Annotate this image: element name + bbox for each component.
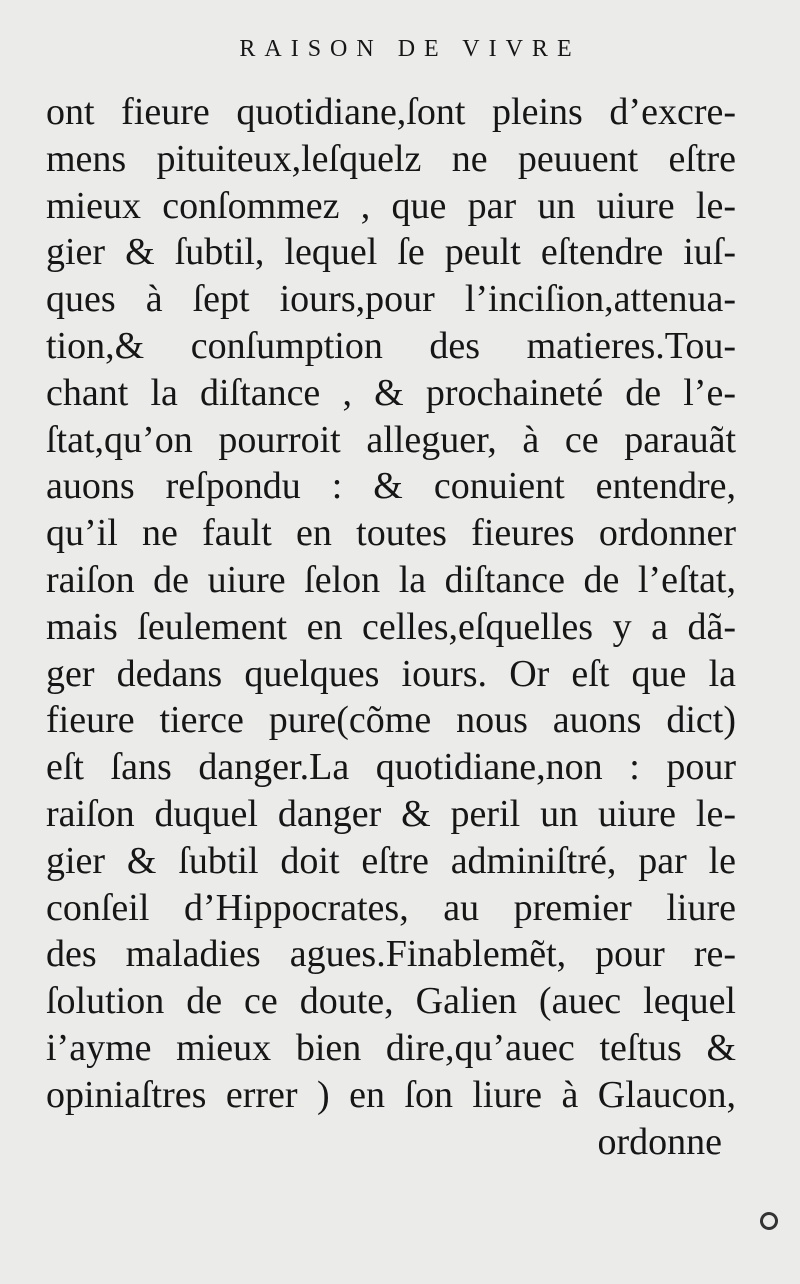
- text-line: auons reſpondu : & conuient entendre,: [46, 465, 736, 508]
- catchword: ordonne: [597, 1120, 722, 1163]
- text-line: mens pituiteux,leſquelz ne peuuent eſtre: [46, 137, 736, 180]
- text-line: ger dedans quelques iours. Or eſt que la: [46, 652, 736, 695]
- text-line: eſt ſans danger.La quotidiane,non : pour: [46, 746, 736, 789]
- text-line: fieure tierce pure(cõme nous auons dict): [46, 699, 736, 742]
- text-line: opiniaſtres errer ) en ſon liure à Glaucon,: [46, 1073, 736, 1116]
- text-line: gier & ſubtil doit eſtre adminiſtré, par le: [46, 839, 736, 882]
- catchword-line: [46, 1119, 736, 1166]
- text-line: ont fieure quotidiane,ſont pleins d’excre-: [46, 91, 736, 133]
- text-line: des maladies agues.Finablemẽt, pour re-: [46, 933, 736, 976]
- text-line: raiſon duquel danger & peril un uiure le-: [46, 792, 736, 835]
- page-edge-mark: [757, 1209, 780, 1232]
- text-line: ques à ſept iours,pour l’inciſion,attenua-: [46, 278, 736, 321]
- text-line: mieux conſommez , que par un uiure le-: [46, 184, 736, 227]
- text-line: conſeil d’Hippocrates, au premier liure: [46, 886, 736, 929]
- text-line: gier & ſubtil, lequel ſe peult eſtendre iuſ-: [46, 231, 736, 274]
- text-line: tion,& conſumption des matieres.Tou-: [46, 324, 736, 367]
- running-header: RAISON DE VIVRE: [239, 36, 581, 62]
- text-line: ſtat,qu’on pourroit alleguer, à ce parauãt: [46, 418, 736, 461]
- text-line: i’ayme mieux bien dire,qu’auec teſtus &: [46, 1026, 736, 1069]
- text-line: ſolution de ce doute, Galien (auec lequel: [46, 980, 736, 1023]
- text-line: raiſon de uiure ſelon la diſtance de l’eſtat,: [46, 558, 736, 601]
- body-text: [46, 89, 736, 1165]
- text-line: mais ſeulement en celles,eſquelles y a dã-: [46, 605, 736, 648]
- text-line: qu’il ne fault en toutes fieures ordonner: [46, 512, 736, 555]
- text-line: chant la diſtance , & prochaineté de l’e-: [46, 371, 736, 414]
